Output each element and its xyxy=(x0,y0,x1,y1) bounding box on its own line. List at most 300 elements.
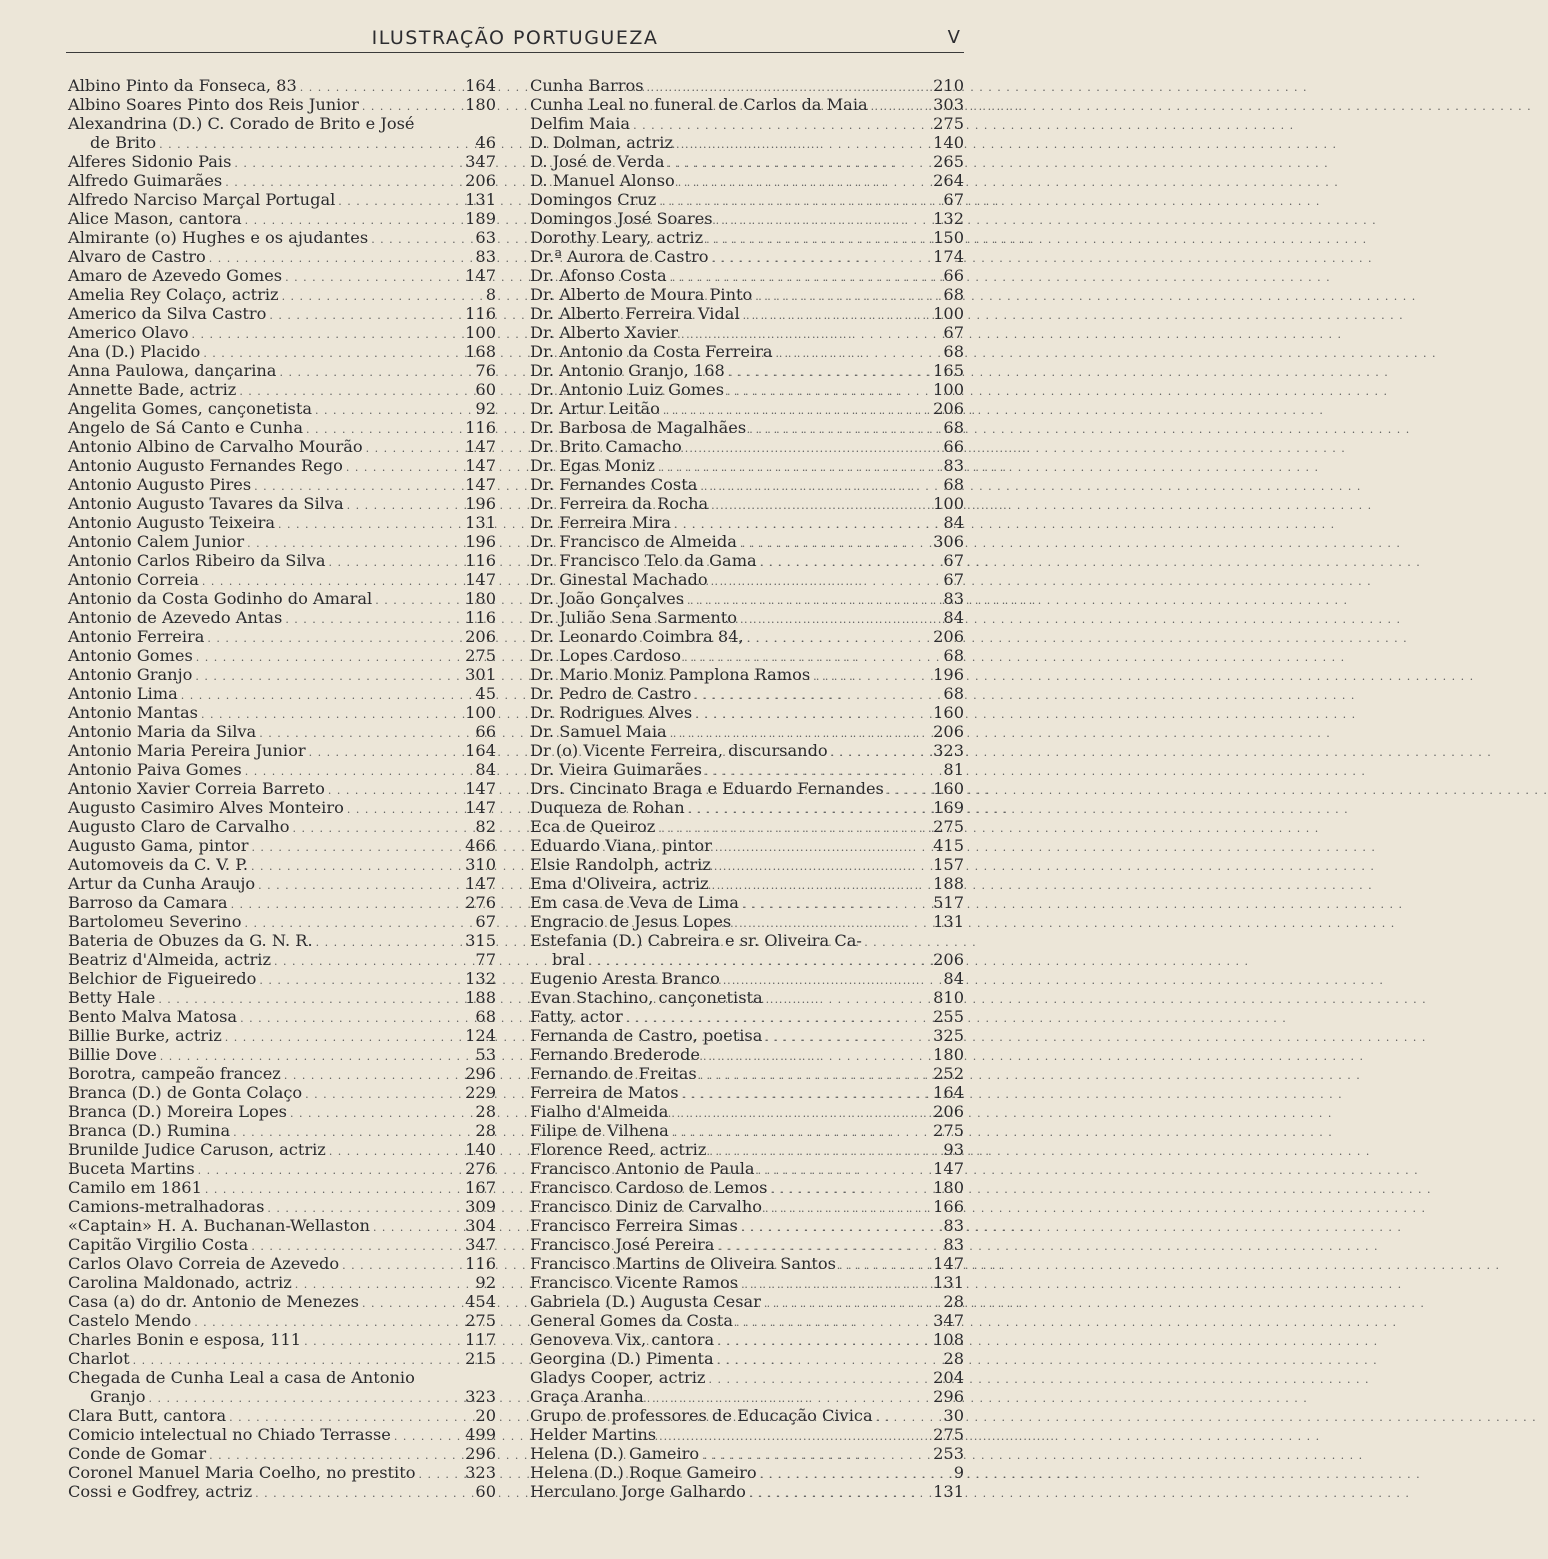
entry-name: Fernanda de Castro, poetisa xyxy=(530,1026,763,1045)
leader-dots xyxy=(711,572,935,591)
entry-name: Beatriz d'Almeida, actriz xyxy=(68,950,271,969)
entry-page-number: 147 xyxy=(465,456,496,475)
entry-name: Anna Paulowa, dançarina xyxy=(68,361,277,380)
leader-dots xyxy=(776,344,935,363)
entry-name: Dr. Ferreira Mira xyxy=(530,513,672,532)
index-entry xyxy=(530,646,964,665)
leader-dots xyxy=(659,1427,930,1446)
entry-name: Dr. Pedro de Castro xyxy=(530,684,692,703)
entry-name: Granjo xyxy=(90,1387,146,1406)
entry-page-number: 28 xyxy=(475,1121,496,1140)
index-entry xyxy=(68,1463,496,1482)
entry-page-number: 53 xyxy=(475,1045,496,1064)
entry-name: Ana (D.) Placido xyxy=(68,342,201,361)
leader-dots xyxy=(717,1332,930,1351)
index-entry xyxy=(68,1178,496,1197)
index-entry xyxy=(530,988,964,1007)
index-entry xyxy=(530,969,964,988)
entry-name: Bartolomeu Severino xyxy=(68,912,242,931)
entry-page-number: 68 xyxy=(475,1007,496,1026)
entry-page-number: 347 xyxy=(465,1235,496,1254)
entry-page-number: 66 xyxy=(943,437,964,456)
entry-page-number: 68 xyxy=(943,684,964,703)
leader-dots xyxy=(347,800,462,819)
entry-page-number: 76 xyxy=(475,361,496,380)
entry-page-number: 275 xyxy=(465,646,496,665)
entry-page-number: 296 xyxy=(933,1387,964,1406)
leader-dots xyxy=(362,1294,462,1313)
entry-page-number: 164 xyxy=(465,741,496,760)
entry-page-number: 189 xyxy=(465,209,496,228)
entry-page-number: 8 xyxy=(485,285,496,304)
entry-page-number: 28 xyxy=(943,1292,964,1311)
entry-name: Dr. Antonio Granjo, 168 xyxy=(530,361,725,380)
entry-page-number: 309 xyxy=(465,1197,496,1216)
leader-dots xyxy=(633,116,930,135)
entry-name: Dr. Alberto Xavier xyxy=(530,323,678,342)
entry-name: Bento Malva Matosa xyxy=(68,1007,238,1026)
leader-dots xyxy=(887,781,930,800)
leader-dots xyxy=(770,1180,930,1199)
leader-dots xyxy=(316,933,462,952)
entry-name: Antonio Granjo xyxy=(68,665,193,684)
entry-page-number: 810 xyxy=(933,988,964,1007)
leader-dots xyxy=(706,230,930,249)
entry-page-number: 68 xyxy=(943,646,964,665)
entry-page-number: 180 xyxy=(465,589,496,608)
leader-dots xyxy=(371,230,467,249)
index-entry xyxy=(68,133,496,152)
index-entry xyxy=(68,665,496,684)
index-entry xyxy=(68,171,496,190)
entry-name: Cunha Leal no funeral de Carlos da Maia xyxy=(530,95,868,114)
leader-dots xyxy=(715,838,930,857)
index-entry xyxy=(530,684,964,703)
entry-name: Engracio de Jesus Lopes xyxy=(530,912,732,931)
leader-dots xyxy=(742,895,930,914)
leader-dots xyxy=(342,1256,462,1275)
index-entry xyxy=(68,228,496,247)
index-entry xyxy=(530,342,964,361)
index-entry xyxy=(68,1311,496,1330)
entry-name: Buceta Martins xyxy=(68,1159,195,1178)
entry-name: Dr. Samuel Maia xyxy=(530,722,667,741)
entry-name: Dr (o) Vicente Ferreira, discursando xyxy=(530,741,828,760)
entry-name: Francisco Martins de Oliveira Santos xyxy=(530,1254,836,1273)
leader-dots xyxy=(292,819,467,838)
entry-page-number: 304 xyxy=(465,1216,496,1235)
entry-name: Dr. Brito Camacho xyxy=(530,437,682,456)
entry-page-number: 454 xyxy=(465,1292,496,1311)
entry-page-number: 20 xyxy=(475,1406,496,1425)
entry-page-number: 46 xyxy=(475,133,496,152)
entry-name: Dorothy Leary, actriz xyxy=(530,228,704,247)
index-entry xyxy=(530,1045,964,1064)
leader-dots xyxy=(760,553,935,572)
entry-name: Drs. Cincinato Braga e Eduardo Fernandes xyxy=(530,779,884,798)
index-entry xyxy=(68,950,496,969)
leader-dots xyxy=(225,1028,462,1047)
leader-dots xyxy=(338,192,462,211)
index-entry xyxy=(530,1102,964,1121)
entry-page-number: 347 xyxy=(465,152,496,171)
entry-name: Coronel Manuel Maria Coelho, no prestito xyxy=(68,1463,416,1482)
entry-page-number: 253 xyxy=(933,1444,964,1463)
index-entry xyxy=(530,418,964,437)
entry-name: Estefania (D.) Cabreira e sr. Oliveira Ca- xyxy=(530,931,862,950)
entry-name: Americo Olavo xyxy=(68,323,189,342)
entry-name: Amaro de Azevedo Gomes xyxy=(68,266,283,285)
entry-name: Helder Martins xyxy=(530,1425,657,1444)
entry-page-number: 315 xyxy=(465,931,496,950)
entry-page-number: 296 xyxy=(465,1444,496,1463)
entry-page-number: 147 xyxy=(465,570,496,589)
entry-name: Dr. Alberto de Moura Pinto xyxy=(530,285,753,304)
index-entry xyxy=(530,532,964,551)
leader-dots xyxy=(688,800,930,819)
entry-page-number: 325 xyxy=(933,1026,964,1045)
entry-page-number: 92 xyxy=(475,1273,496,1292)
index-entry xyxy=(530,247,964,266)
entry-name: Genoveva Vix, cantora xyxy=(530,1330,715,1349)
index-entry xyxy=(68,893,496,912)
entry-name: Dr. Egas Moniz xyxy=(530,456,655,475)
index-entry xyxy=(68,1216,496,1235)
entry-name: Dr. Alberto Ferreira Vidal xyxy=(530,304,740,323)
leader-dots xyxy=(740,534,930,553)
entry-name: Antonio Gomes xyxy=(68,646,193,665)
publication-title: ILUSTRAÇÃO PORTUGUEZA xyxy=(371,27,659,49)
index-entry xyxy=(530,1254,964,1273)
entry-page-number: 67 xyxy=(943,570,964,589)
leader-dots xyxy=(755,287,935,306)
entry-name: Francisco Ferreira Simas xyxy=(530,1216,738,1235)
entry-name: Chegada de Cunha Leal a casa de Antonio xyxy=(68,1368,415,1387)
leader-dots xyxy=(758,1161,931,1180)
index-entry xyxy=(68,399,496,418)
entry-name: Fernando Brederode xyxy=(530,1045,700,1064)
entry-name: Belchior de Figueiredo xyxy=(68,969,257,988)
entry-name: Antonio Maria Pereira Junior xyxy=(68,741,306,760)
entry-name: Graça Aranha xyxy=(530,1387,644,1406)
leader-dots xyxy=(876,1408,935,1427)
index-entry xyxy=(530,722,964,741)
entry-page-number: 180 xyxy=(933,1178,964,1197)
entry-name: Dr.ª Aurora de Castro xyxy=(530,247,709,266)
index-entry xyxy=(68,513,496,532)
index-entry xyxy=(530,95,964,114)
entry-page-number: 116 xyxy=(465,608,496,627)
leader-dots xyxy=(418,1465,462,1484)
leader-dots xyxy=(251,838,462,857)
leader-dots xyxy=(700,477,935,496)
index-entry xyxy=(530,1311,964,1330)
entry-name: Augusto Casimiro Alves Monteiro xyxy=(68,798,344,817)
entry-name: Betty Hale xyxy=(68,988,156,1007)
leader-dots xyxy=(728,363,930,382)
entry-name: Gabriela (D.) Augusta Cesar xyxy=(530,1292,761,1311)
leader-dots xyxy=(279,363,467,382)
index-entry xyxy=(530,361,964,380)
index-entry xyxy=(530,1083,964,1102)
entry-name: Bateria de Obuzes da G. N. R. xyxy=(68,931,313,950)
entry-name: Francisco Vicente Ramos xyxy=(530,1273,739,1292)
leader-dots xyxy=(749,420,935,439)
entry-page-number: 210 xyxy=(933,76,964,95)
entry-page-number: 206 xyxy=(465,627,496,646)
entry-name: Dr. Leonardo Coimbra 84, xyxy=(530,627,744,646)
entry-page-number: 131 xyxy=(933,912,964,931)
index-entry xyxy=(68,1197,496,1216)
leader-dots xyxy=(765,1199,930,1218)
entry-page-number: 66 xyxy=(943,266,964,285)
entry-name: Branca (D.) de Gonta Colaço xyxy=(68,1083,303,1102)
leader-dots xyxy=(231,895,463,914)
entry-page-number: 206 xyxy=(933,399,964,418)
index-entry xyxy=(530,1444,964,1463)
entry-page-number: 68 xyxy=(943,475,964,494)
leader-dots xyxy=(682,1085,931,1104)
entry-page-number: 116 xyxy=(465,418,496,437)
leader-dots xyxy=(765,1028,930,1047)
entry-page-number: 84 xyxy=(943,608,964,627)
index-entry xyxy=(530,1007,964,1026)
entry-name: Dr. Francisco Telo da Gama xyxy=(530,551,757,570)
entry-name: Augusto Claro de Carvalho xyxy=(68,817,290,836)
index-entry xyxy=(530,494,964,513)
entry-page-number: 100 xyxy=(933,494,964,513)
index-entry xyxy=(68,1140,496,1159)
entry-page-number: 301 xyxy=(465,665,496,684)
index-entry xyxy=(68,532,496,551)
entry-page-number: 116 xyxy=(465,304,496,323)
index-entry xyxy=(530,228,964,247)
entry-page-number: 196 xyxy=(465,494,496,513)
leader-dots xyxy=(716,211,930,230)
entry-name: Clara Butt, cantora xyxy=(68,1406,227,1425)
entry-page-number: 67 xyxy=(943,323,964,342)
entry-name: Duqueza de Rohan xyxy=(530,798,685,817)
entry-page-number: 131 xyxy=(465,513,496,532)
entry-name: Augusto Gama, pintor xyxy=(68,836,249,855)
index-entry xyxy=(68,1254,496,1273)
entry-name: Filipe de Vilhena xyxy=(530,1121,669,1140)
entry-page-number: 165 xyxy=(933,361,964,380)
entry-page-number: 67 xyxy=(943,551,964,570)
entry-page-number: 100 xyxy=(465,323,496,342)
entry-page-number: 100 xyxy=(933,380,964,399)
entry-page-number: 264 xyxy=(933,171,964,190)
entry-page-number: 60 xyxy=(475,1482,496,1501)
index-entry xyxy=(530,1463,964,1482)
leader-dots xyxy=(346,458,462,477)
entry-name: Antonio Maria da Silva xyxy=(68,722,257,741)
index-entry xyxy=(68,1406,496,1425)
entry-page-number: 160 xyxy=(933,779,964,798)
entry-name: Billie Burke, actriz xyxy=(68,1026,222,1045)
entry-name: Antonio Augusto Tavares da Silva xyxy=(68,494,344,513)
entry-name: Alvaro de Castro xyxy=(68,247,206,266)
entry-name: bral xyxy=(552,950,585,969)
leader-dots xyxy=(694,686,935,705)
entry-page-number: 188 xyxy=(465,988,496,1007)
entry-name: General Gomes da Costa xyxy=(530,1311,734,1330)
index-entry xyxy=(530,1425,964,1444)
index-entry xyxy=(68,1349,496,1368)
entry-page-number: 92 xyxy=(475,399,496,418)
entry-page-number: 147 xyxy=(465,874,496,893)
entry-page-number: 60 xyxy=(475,380,496,399)
leader-dots xyxy=(672,1123,930,1142)
index-entry xyxy=(530,152,964,171)
entry-name: Antonio Augusto Pires xyxy=(68,475,252,494)
index-entry xyxy=(68,209,496,228)
index-entry xyxy=(68,1368,496,1387)
index-entry xyxy=(68,931,496,950)
index-entry xyxy=(530,1349,964,1368)
entry-page-number: 9 xyxy=(953,1463,964,1482)
entry-name: Branca (D.) Rumina xyxy=(68,1121,231,1140)
entry-page-number: 275 xyxy=(465,1311,496,1330)
leader-dots xyxy=(871,97,930,116)
entry-name: Francisco Cardoso de Lemos xyxy=(530,1178,768,1197)
index-entry xyxy=(68,1045,496,1064)
index-entry xyxy=(530,589,964,608)
leader-dots xyxy=(278,515,462,534)
entry-page-number: 83 xyxy=(943,1235,964,1254)
page-header xyxy=(66,24,964,53)
entry-page-number: 77 xyxy=(475,950,496,969)
entry-name: Dr. Afonso Costa xyxy=(530,266,667,285)
index-entry xyxy=(530,171,964,190)
index-entry xyxy=(530,779,964,798)
leader-dots xyxy=(831,743,930,762)
index-entry xyxy=(530,855,964,874)
leader-dots xyxy=(315,401,467,420)
entry-page-number: 68 xyxy=(943,342,964,361)
entry-name: Dr. Ferreira da Rocha xyxy=(530,494,709,513)
index-entry xyxy=(68,836,496,855)
leader-dots xyxy=(760,1465,935,1484)
leader-dots xyxy=(813,667,930,686)
entry-page-number: 188 xyxy=(933,874,964,893)
leader-dots xyxy=(678,173,930,192)
entry-name: Charles Bonin e esposa, 111 xyxy=(68,1330,302,1349)
index-entry xyxy=(530,1026,964,1045)
entry-page-number: 84 xyxy=(475,760,496,779)
index-entry xyxy=(530,399,964,418)
entry-name: de Brito xyxy=(90,133,157,152)
index-entry xyxy=(530,760,964,779)
entry-page-number: 415 xyxy=(933,836,964,855)
leader-dots xyxy=(305,1085,462,1104)
entry-page-number: 45 xyxy=(475,684,496,703)
leader-dots xyxy=(347,496,462,515)
entry-name: Camions-metralhadoras xyxy=(68,1197,265,1216)
entry-name: Evan Stachino, cançonetista xyxy=(530,988,763,1007)
entry-name: Antonio Mantas xyxy=(68,703,198,722)
entry-name: Elsie Randolph, actriz xyxy=(530,855,711,874)
leader-dots xyxy=(671,1104,930,1123)
entry-name: Artur da Cunha Araujo xyxy=(68,874,256,893)
entry-name: Branca (D.) Moreira Lopes xyxy=(68,1102,287,1121)
leader-dots xyxy=(668,154,931,173)
entry-page-number: 275 xyxy=(933,1121,964,1140)
leader-dots xyxy=(711,249,930,268)
entry-name: Domingos José Soares xyxy=(530,209,713,228)
entry-name: Dr. Mario Moniz Pamplona Ramos xyxy=(530,665,811,684)
entry-page-number: 206 xyxy=(933,627,964,646)
entry-name: Billie Dove xyxy=(68,1045,157,1064)
index-entry xyxy=(68,456,496,475)
index-entry xyxy=(530,1178,964,1197)
entry-name: Borotra, campeão francez xyxy=(68,1064,281,1083)
index-entry xyxy=(68,551,496,570)
index-entry xyxy=(68,798,496,817)
entry-name: Carolina Maldonado, actriz xyxy=(68,1273,292,1292)
leader-dots xyxy=(711,496,930,515)
index-entry xyxy=(68,323,496,342)
entry-name: Antonio de Azevedo Antas xyxy=(68,608,283,627)
entry-name: Dr. João Gonçalves xyxy=(530,589,685,608)
entry-name: Domingos Cruz xyxy=(530,190,657,209)
entry-name: Francisco Diniz de Carvalho xyxy=(530,1197,762,1216)
entry-page-number: 83 xyxy=(943,589,964,608)
entry-page-number: 147 xyxy=(933,1254,964,1273)
entry-page-number: 30 xyxy=(943,1406,964,1425)
entry-page-number: 275 xyxy=(933,1425,964,1444)
index-entry xyxy=(530,1216,964,1235)
index-column-right xyxy=(530,76,964,1501)
leader-dots xyxy=(366,439,462,458)
index-entry xyxy=(530,133,964,152)
index-entry xyxy=(68,361,496,380)
entry-name: Grupo de professores de Educação Civica xyxy=(530,1406,873,1425)
leader-dots xyxy=(309,743,463,762)
entry-page-number: 83 xyxy=(943,456,964,475)
entry-page-number: 63 xyxy=(475,228,496,247)
entry-name: D. Dolman, actriz xyxy=(530,133,673,152)
entry-page-number: 167 xyxy=(465,1178,496,1197)
entry-name: Fatty, actor xyxy=(530,1007,623,1026)
index-entry xyxy=(530,836,964,855)
entry-name: Antonio Calem Junior xyxy=(68,532,245,551)
index-entry xyxy=(530,950,964,969)
index-entry xyxy=(530,665,964,684)
entry-name: «Captain» H. A. Buchanan-Wellaston xyxy=(68,1216,370,1235)
entry-name: Comicio intelectual no Chiado Terrasse xyxy=(68,1425,391,1444)
index-entry xyxy=(68,1482,496,1501)
entry-page-number: 84 xyxy=(943,513,964,532)
index-entry xyxy=(68,874,496,893)
index-entry xyxy=(530,475,964,494)
leader-dots xyxy=(198,1161,462,1180)
entry-name: Eugenio Aresta Branco xyxy=(530,969,720,988)
entry-page-number: 147 xyxy=(465,437,496,456)
index-entry xyxy=(68,418,496,437)
index-entry xyxy=(68,969,496,988)
entry-name: Antonio Lima xyxy=(68,684,178,703)
entry-page-number: 206 xyxy=(933,950,964,969)
leader-dots xyxy=(255,1484,467,1503)
entry-name: Eduardo Viana, pintor xyxy=(530,836,712,855)
entry-name: Dr. Julião Sena Sarmento xyxy=(530,608,738,627)
index-entry xyxy=(68,646,496,665)
entry-name: Charlot xyxy=(68,1349,130,1368)
leader-dots xyxy=(658,458,935,477)
index-entry xyxy=(530,1273,964,1292)
entry-name: Cossi e Godfrey, actriz xyxy=(68,1482,253,1501)
